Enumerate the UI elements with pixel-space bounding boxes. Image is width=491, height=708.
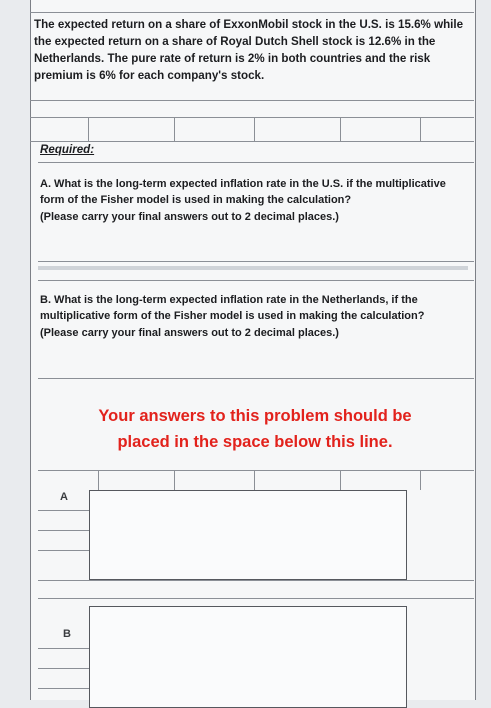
separator-band [38,266,468,270]
cell-divider [254,470,255,490]
cell-divider [174,470,175,490]
rule [38,280,474,281]
rule [38,261,474,262]
answer-instruction-line2: placed in the space below this line. [117,433,393,451]
cell-divider [420,470,421,490]
top-rule [30,12,474,13]
rule [38,688,89,689]
rule [38,530,89,531]
rule [38,470,474,471]
rule [38,378,474,379]
rule [30,141,474,142]
rule [38,598,474,599]
question-b [40,292,470,341]
answer-instruction-line1: Your answers to this problem should be [98,407,412,425]
rule [38,648,89,649]
question-a-note: (Please carry your final answers out to 2 decimal places.) [40,211,339,223]
rule [30,100,474,101]
cell-divider [174,117,175,141]
cell-divider [340,470,341,490]
answer-a-box[interactable] [89,490,407,580]
rule [38,668,89,669]
rule [38,510,89,511]
question-b-note: (Please carry your final answers out to 2 decimal places.) [40,327,339,339]
answer-b-box[interactable] [89,606,407,708]
question-a-text: A. What is the long-term expected inflation rate in the U.S. if the multiplicative form of the Fisher model is used in making the calculation? [40,178,446,206]
answer-a-label: A [60,491,68,503]
worksheet [30,0,476,700]
problem-intro: The expected return on a share of ExxonMobil stock in the U.S. is 15.6% while the expected return on a share of Royal Dutch Shell stock is 12.6% in the Netherlands. The pure rate of return is 2% in both countries and the risk premium is 6% for each company's stock. [34,18,464,82]
rule [38,550,89,551]
rule [38,162,474,163]
cell-divider [420,117,421,141]
rule [38,580,474,581]
cell-divider [88,117,89,141]
answer-b-label: B [63,628,71,640]
question-b-text: B. What is the long-term expected inflation rate in the Netherlands, if the multiplicative form of the Fisher model is used in making the calculation? [40,294,425,322]
required-label: Required: [40,143,95,156]
cell-divider [254,117,255,141]
cell-divider [98,470,99,490]
cell-divider [340,117,341,141]
rule [30,117,474,118]
question-a [40,176,470,225]
